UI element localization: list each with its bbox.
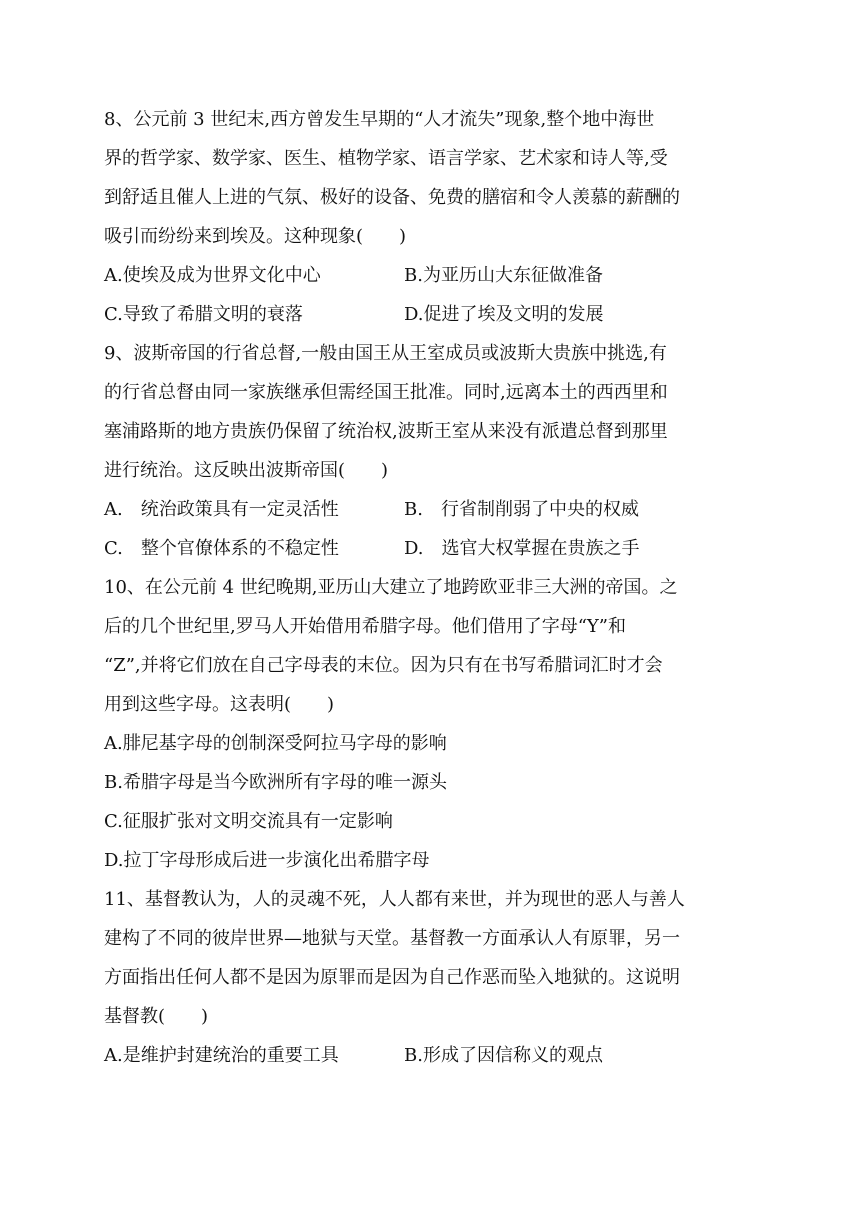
question-stem-line: 进行统治。这反映出波斯帝国( ) (104, 460, 389, 481)
question-stem-line: 方面指出任何人都不是因为原罪而是因为自己作恶而坠入地狱的。这说明 (104, 967, 680, 988)
option-b: B.为亚历山大东征做准备 (404, 265, 603, 286)
question-stem-line: 用到这些字母。这表明( ) (104, 694, 335, 715)
option-row (104, 256, 764, 295)
question-8 (104, 100, 764, 334)
question-stem-line: 8、公元前 3 世纪末,西方曾发生早期的“人才流失”现象,整个地中海世 (104, 109, 655, 130)
option-c: C.导致了希腊文明的衰落 (104, 304, 303, 325)
question-stem-line: 后的几个世纪里,罗马人开始借用希腊字母。他们借用了字母“Y”和 (104, 616, 627, 637)
option-d: D.拉丁字母形成后进一步演化出希腊字母 (104, 850, 430, 871)
option-a: A.是维护封建统治的重要工具 (104, 1045, 339, 1066)
option-row (104, 529, 764, 568)
question-stem-line: 吸引而纷纷来到埃及。这种现象( ) (104, 226, 407, 247)
question-stem-line: “Z”,并将它们放在自己字母表的末位。因为只有在书写希腊词汇时才会 (104, 655, 663, 676)
option-a: A. 统治政策具有一定灵活性 (104, 499, 339, 520)
option-b: B. 行省制削弱了中央的权威 (404, 499, 639, 520)
question-9 (104, 334, 764, 568)
option-a: A.腓尼基字母的创制深受阿拉马字母的影响 (104, 733, 447, 754)
option-d: D. 选官大权掌握在贵族之手 (404, 538, 640, 559)
question-11 (104, 880, 764, 1075)
question-stem-line: 的行省总督由同一家族继承但需经国王批准。同时,远离本土的西西里和 (104, 382, 668, 403)
question-stem-line: 塞浦路斯的地方贵族仍保留了统治权,波斯王室从来没有派遣总督到那里 (104, 421, 668, 442)
option-c: C. 整个官僚体系的不稳定性 (104, 538, 339, 559)
question-stem-line: 基督教( ) (104, 1006, 209, 1027)
document-page (104, 100, 764, 1075)
question-stem-line: 建构了不同的彼岸世界—地狱与天堂。基督教一方面承认人有原罪，另一 (104, 928, 680, 949)
question-stem-line: 11、基督教认为，人的灵魂不死，人人都有来世，并为现世的恶人与善人 (104, 889, 685, 910)
question-10 (104, 568, 764, 880)
option-b: B.形成了因信称义的观点 (404, 1045, 603, 1066)
option-d: D.促进了埃及文明的发展 (404, 304, 604, 325)
option-row (104, 490, 764, 529)
option-row (104, 1036, 764, 1075)
option-row (104, 295, 764, 334)
option-a: A.使埃及成为世界文化中心 (104, 265, 321, 286)
question-stem-line: 9、波斯帝国的行省总督,一般由国王从王室成员或波斯大贵族中挑选,有 (104, 343, 667, 364)
question-stem-line: 界的哲学家、数学家、医生、植物学家、语言学家、艺术家和诗人等,受 (104, 148, 668, 169)
option-c: C.征服扩张对文明交流具有一定影响 (104, 811, 393, 832)
option-b: B.希腊字母是当今欧洲所有字母的唯一源头 (104, 772, 447, 793)
question-stem-line: 到舒适且催人上进的气氛、极好的设备、免费的膳宿和令人羡慕的薪酬的 (104, 187, 680, 208)
question-stem-line: 10、在公元前 4 世纪晚期,亚历山大建立了地跨欧亚非三大洲的帝国。之 (104, 577, 678, 598)
